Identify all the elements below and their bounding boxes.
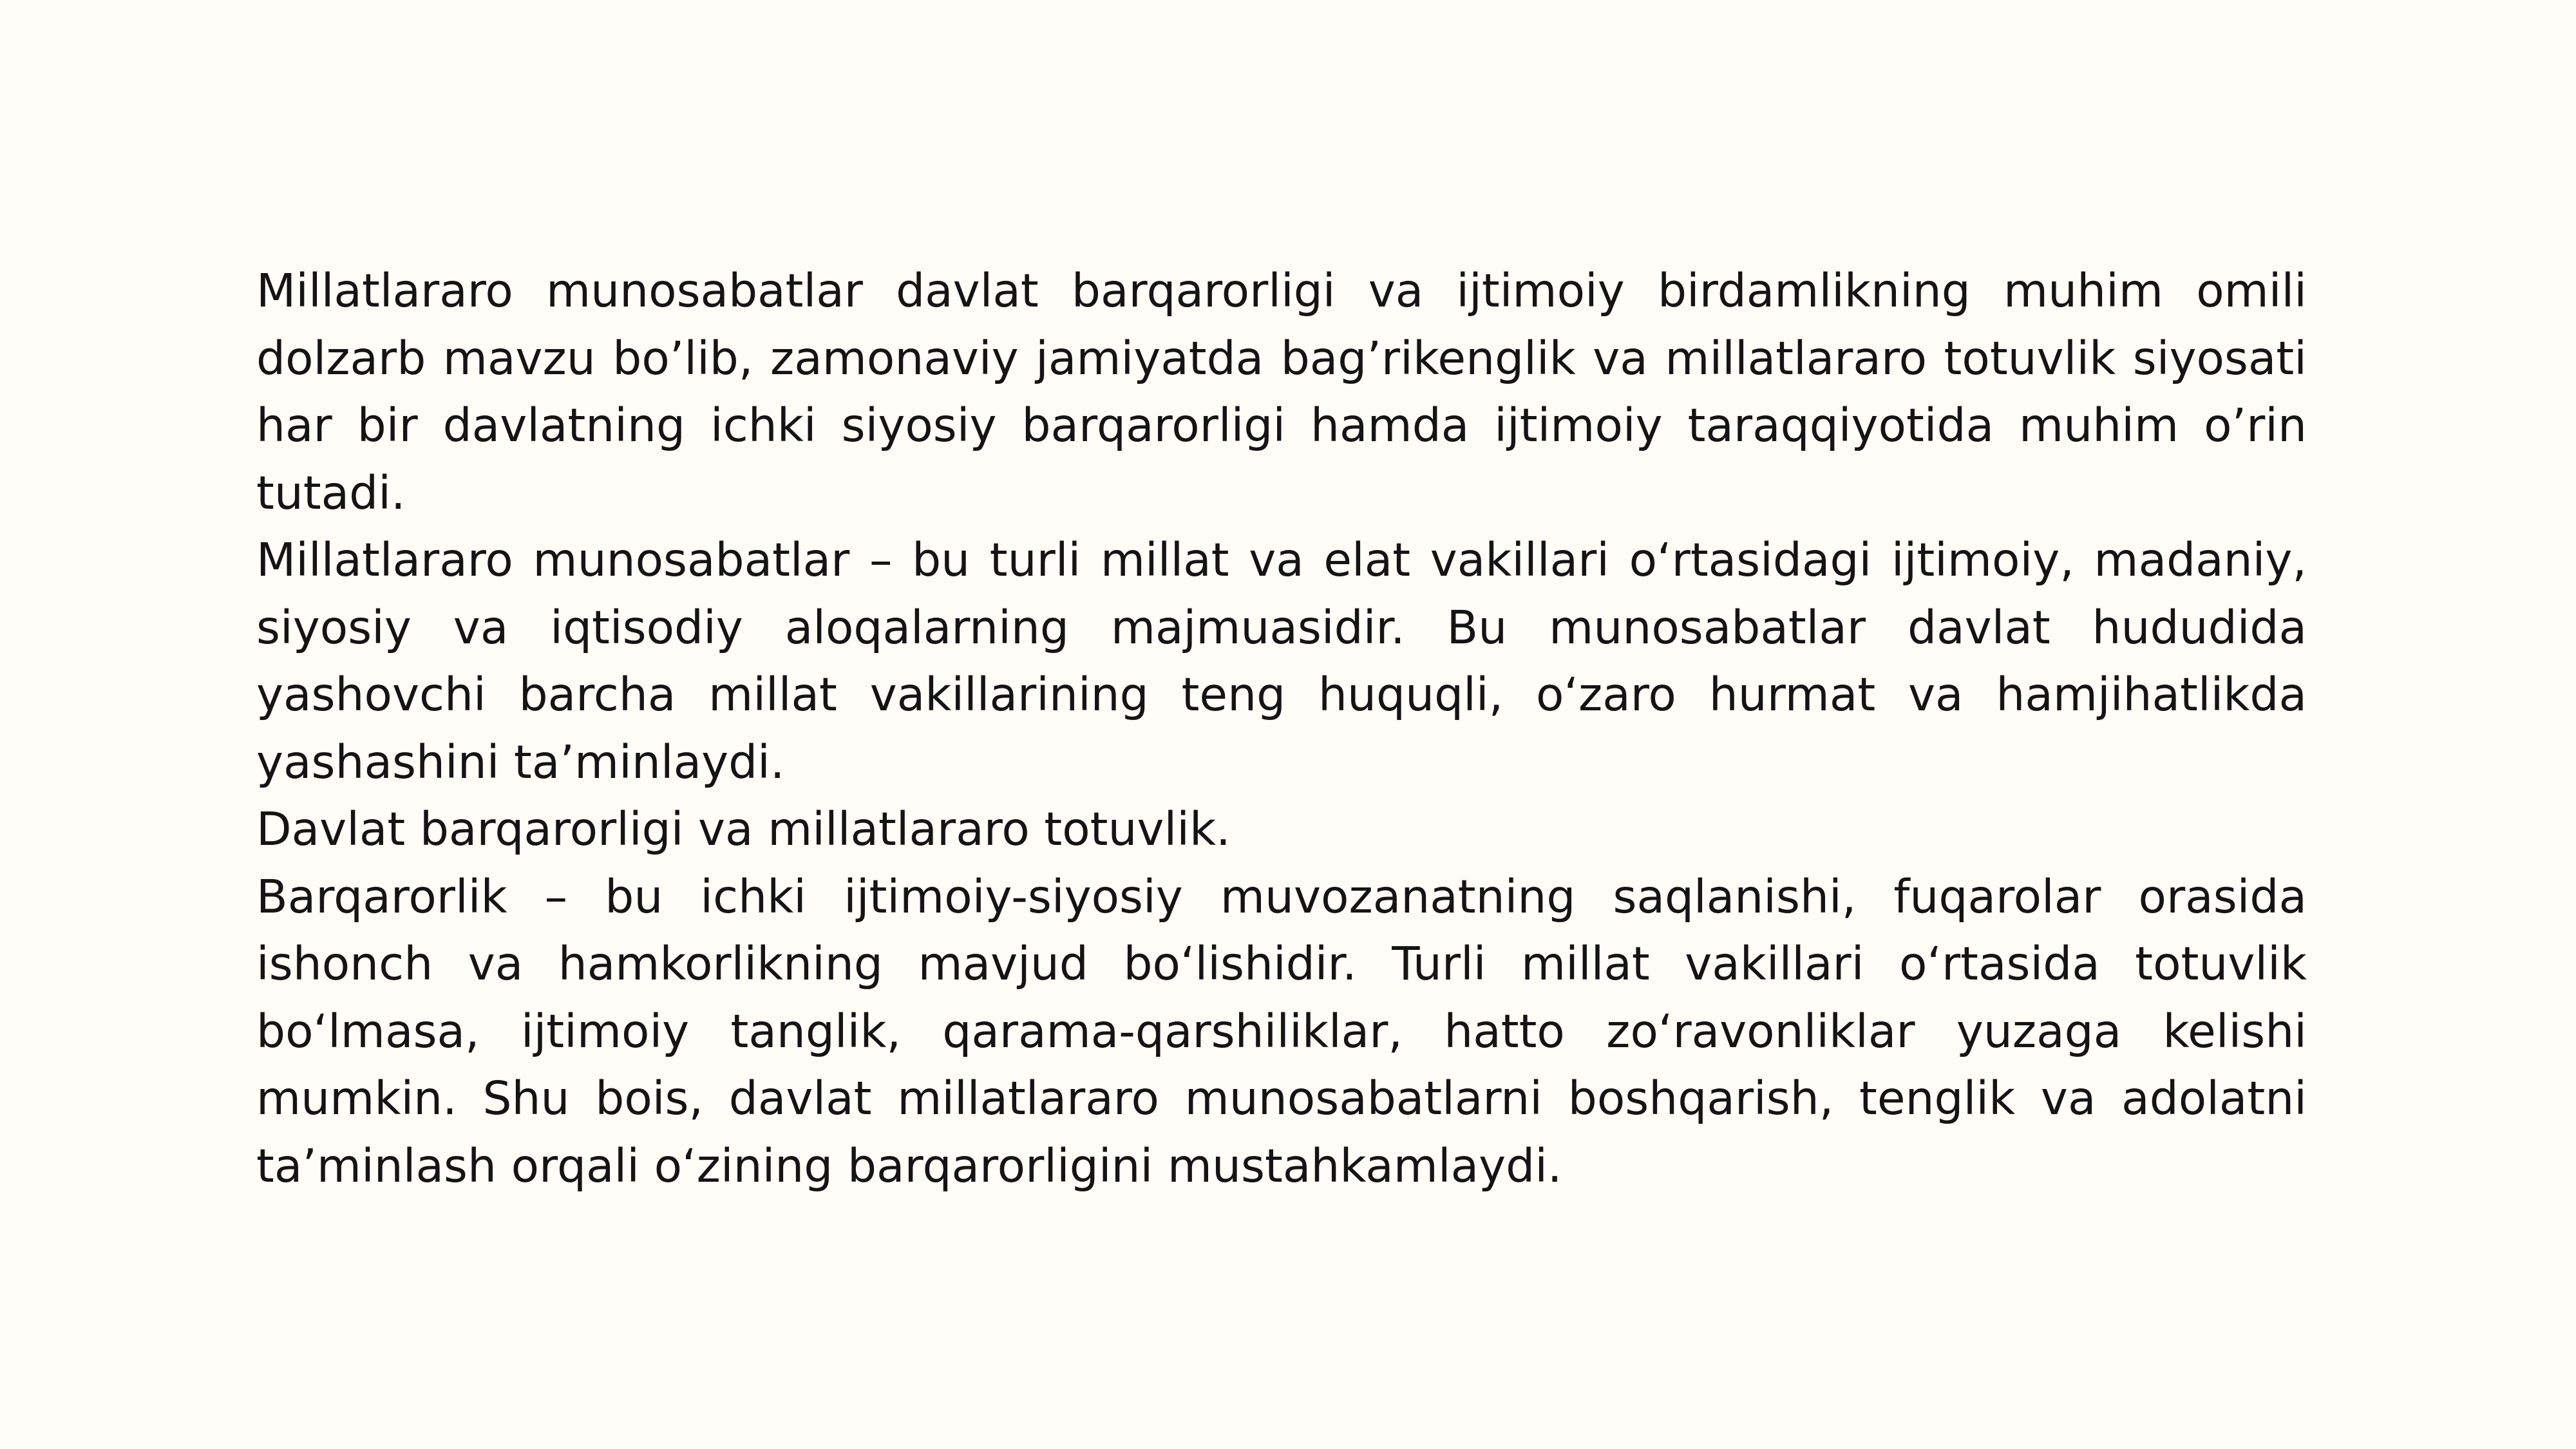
paragraph-definition: Millatlararo munosabatlar – bu turli millat va elat vakillari oʻrtasidagi ijtimoiy, madaniy, siyosiy va iqtisodiy aloqalarning majmuasidir. Bu munosabatlar davlat hududida yashovchi barcha millat vakillarining teng huquqli, oʻzaro hurmat va hamjihatlikda yashashini taʼminlaydi.	[256, 533, 2307, 789]
paragraph-stability: Barqarorlik – bu ichki ijtimoiy-siyosiy muvozanatning saqlanishi, fuqarolar orasida ishonch va hamkorlikning mavjud boʻlishidir. Turli millat vakillari oʻrtasida totuvlik boʻlmasa, ijtimoiy tanglik, qarama-qarshiliklar, hatto zoʻravonliklar yuzaga kelishi mumkin. Shu bois, davlat millatlararo munosabatlarni boshqarish, tenglik va adolatni taʼminlash orqali oʻzining barqarorligini mustahkamlaydi.	[256, 869, 2307, 1193]
paragraph-intro: Millatlararo munosabatlar davlat barqarorligi va ijtimoiy birdamlikning muhim omili dolzarb mavzu bo’lib, zamonaviy jamiyatda bag’rikenglik va millatlararo totuvlik siyosati har bir davlatning ichki siyosiy barqarorligi hamda ijtimoiy taraqqiyotida muhim o’rin tutadi.	[256, 264, 2307, 520]
section-heading: Davlat barqarorligi va millatlararo totuvlik.	[256, 802, 1231, 856]
body-text	[256, 258, 2307, 1200]
